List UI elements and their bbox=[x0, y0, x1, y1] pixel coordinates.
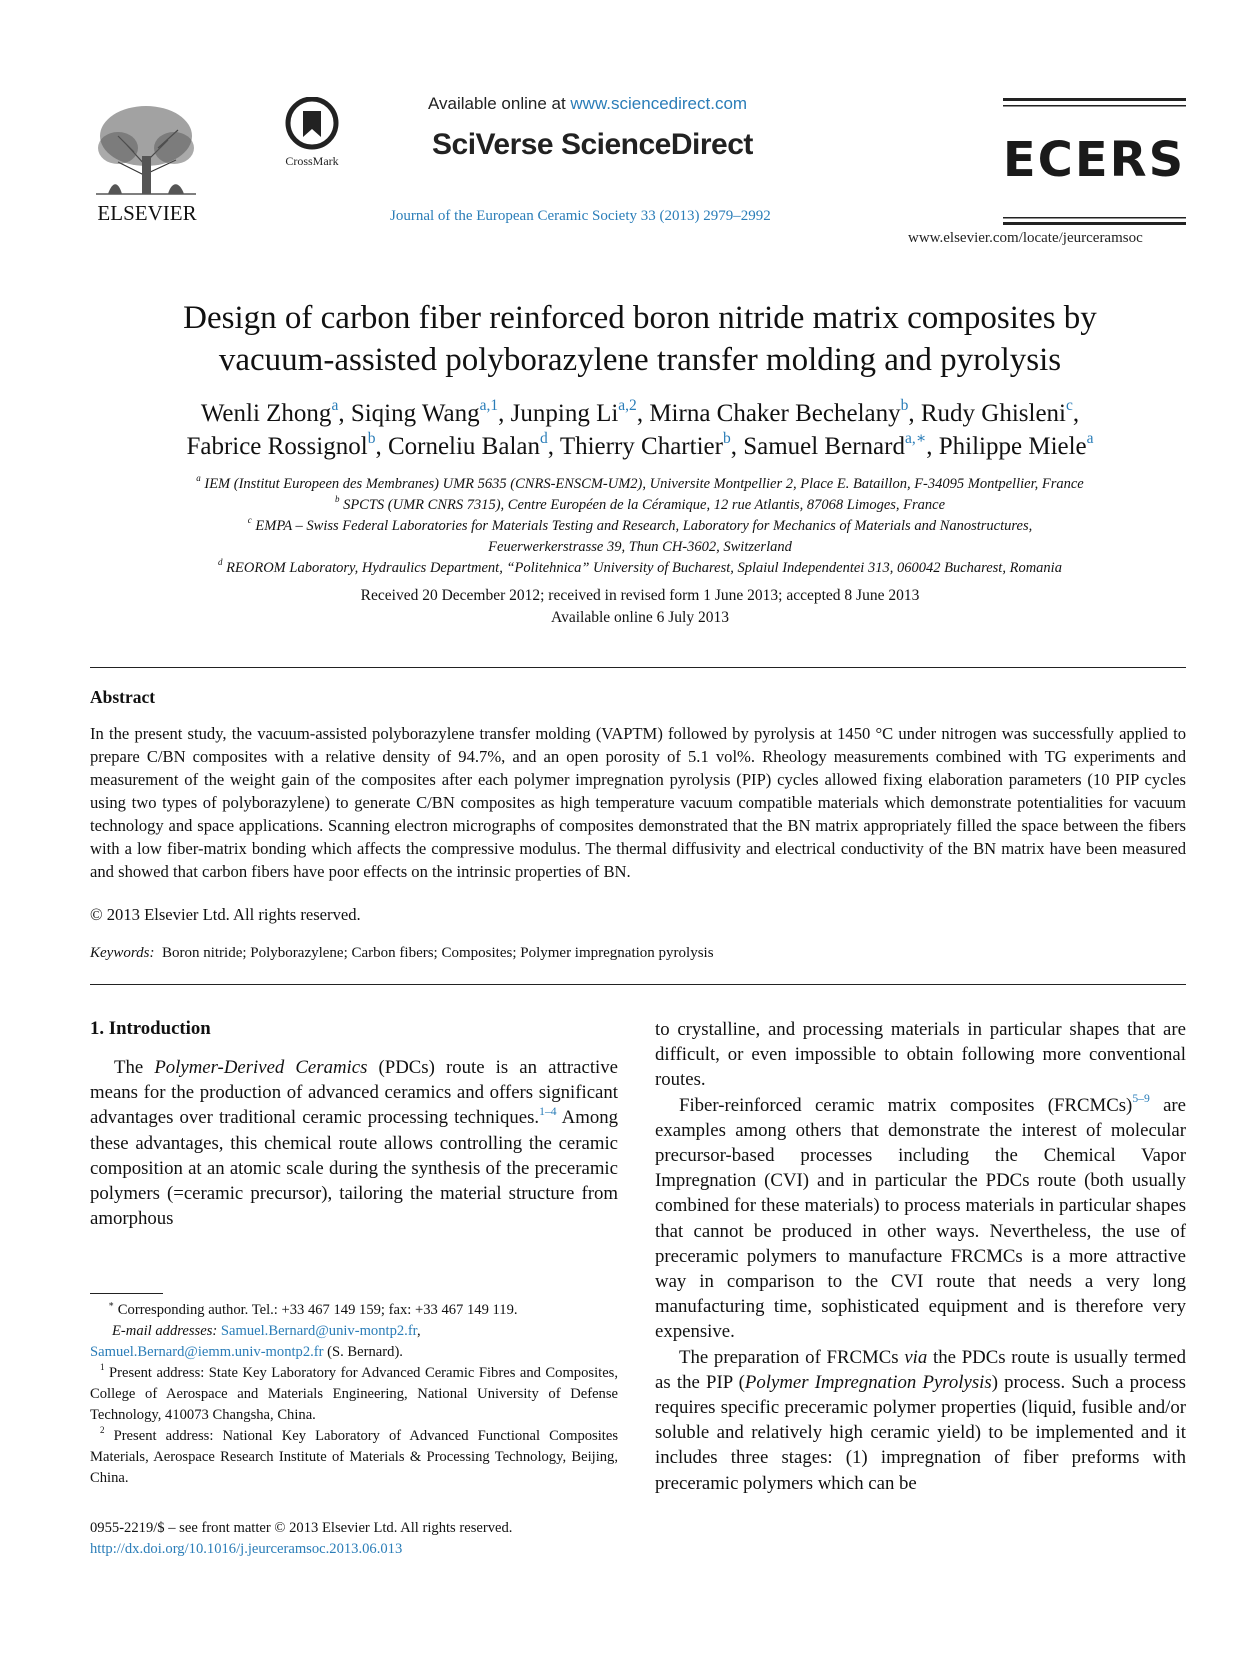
intro-paragraph-continued: to crystalline, and processing materials in particular shapes that are difficult, or even impossible to obtain following more conventional routes. bbox=[655, 1019, 1186, 1091]
right-column bbox=[655, 1017, 1186, 1496]
author-affiliation-mark[interactable]: b bbox=[722, 430, 731, 448]
issn-line: 0955-2219/$ – see front matter © 2013 Elsevier Ltd. All rights reserved. bbox=[90, 1520, 513, 1536]
author-affiliation-mark[interactable]: d bbox=[540, 430, 548, 448]
journal-reference[interactable]: Journal of the European Ceramic Society 33 (2013) 2979–2992 bbox=[390, 208, 771, 224]
author-separator: , bbox=[926, 433, 939, 460]
affiliation bbox=[100, 558, 1180, 579]
author-name: Wenli Zhong bbox=[200, 400, 332, 427]
abstract-text: In the present study, the vacuum-assisted polyborazylene transfer molding (VAPTM) followed by pyrolysis at 1450 °C under nitrogen was successfully applied to prepare C/BN composites with a relative density of 94.7%, and an open porosity of 5.1 vol%. Rheology measurements combined with TG experiments and measurement of the weight gain of the composites after each polymer impregnation pyrolysis (PIP) cycles allowed fixing elaboration parameters (10 PIP cycles using two types of polyborazylene) to generate C/BN composites as high temperature vacuum compatible materials which demonstrate potentialities for vacuum technology and space applications. Scanning electron micrographs of composites demonstrated that the BN matrix appropriately filled the space between the fibers with a low fiber-matrix bonding which affects the compressive modulus. The thermal diffusivity and electrical conductivity of the BN matrix have been measured and showed that carbon fibers have poor effects on the intrinsic properties of BN. bbox=[90, 724, 1186, 881]
received-dates: Received 20 December 2012; received in revised form 1 June 2013; accepted 8 June 2013 bbox=[360, 587, 920, 604]
text-run-italic: via bbox=[904, 1346, 928, 1368]
footnote-text: Present address: State Key Laboratory for Advanced Ceramic Fibres and Composites, College of Aerospace and Materials Engineering, National University of Defense Technology, 410073 Changsha, China. bbox=[90, 1365, 618, 1423]
crossmark-label: CrossMark bbox=[285, 154, 339, 168]
author-name: Mirna Chaker Bechelany bbox=[649, 400, 901, 427]
keywords bbox=[90, 945, 714, 962]
sciencedirect-link[interactable]: www.sciencedirect.com bbox=[570, 94, 748, 113]
author-affiliation-mark[interactable]: c bbox=[1066, 397, 1073, 415]
affiliation-mark: b bbox=[334, 494, 340, 505]
affiliation bbox=[100, 495, 1180, 516]
ecers-logo bbox=[1003, 98, 1186, 226]
abstract-heading: Abstract bbox=[90, 687, 156, 707]
author-name: Corneliu Balan bbox=[387, 433, 540, 460]
footnote-1 bbox=[90, 1363, 618, 1426]
affiliation-mark: a bbox=[196, 473, 201, 484]
text-run: The bbox=[114, 1057, 155, 1078]
author-name: Philippe Miele bbox=[938, 433, 1087, 460]
front-matter bbox=[90, 1518, 512, 1560]
affiliation-text: SPCTS (UMR CNRS 7315), Centre Européen de la Céramique, 12 rue Atlantis, 87068 Limoges, France bbox=[343, 497, 946, 513]
author-separator: , bbox=[908, 400, 921, 427]
author-affiliation-mark[interactable]: a,2 bbox=[618, 397, 637, 415]
footnote-text: Present address: National Key Laboratory of Advanced Functional Composites Materials, Aerospace Research Institute of Materials & Processing Technology, Beijing, China. bbox=[90, 1428, 618, 1486]
text-run-italic: Polymer-Derived Ceramics bbox=[154, 1057, 368, 1078]
doi-link[interactable]: http://dx.doi.org/10.1016/j.jeurceramsoc.2013.06.013 bbox=[90, 1541, 403, 1557]
text-run-italic: Polymer Impregnation Pyrolysis bbox=[744, 1371, 992, 1393]
journal-homepage-url[interactable]: www.elsevier.com/locate/jeurceramsoc bbox=[908, 230, 1143, 246]
author-line-1 bbox=[100, 397, 1180, 430]
author-affiliation-mark[interactable]: a bbox=[331, 397, 339, 415]
available-prefix: Available online at bbox=[428, 94, 571, 113]
footnote-rule bbox=[90, 1293, 163, 1294]
text-run: the PDCs route is usually termed as the PIP ( bbox=[655, 1346, 1186, 1393]
available-online bbox=[428, 94, 747, 114]
article-title bbox=[120, 297, 1160, 381]
crossmark-icon bbox=[280, 97, 344, 169]
author-affiliation-mark[interactable]: b bbox=[367, 430, 376, 448]
text-run: Fiber-reinforced ceramic matrix composites (FRCMCs) bbox=[679, 1094, 1133, 1116]
abstract-top-rule bbox=[90, 667, 1186, 668]
affiliations bbox=[100, 474, 1180, 579]
society-logo-text: ECERS bbox=[1003, 132, 1186, 188]
text-run: ) process. Such a process requires specific preceramic polymer properties (liquid, fusible and/or soluble and relatively high ceramic yield) to be implemented and it includes three stages: (1) impregnation of fiber preforms with preceramic polymers which can be bbox=[655, 1371, 1186, 1494]
left-column bbox=[90, 1055, 618, 1231]
author-affiliation-mark[interactable]: a,∗ bbox=[904, 430, 927, 448]
affiliation-mark: d bbox=[218, 557, 223, 568]
affiliation-text: REOROM Laboratory, Hydraulics Department, “Politehnica” University of Bucharest, Splaiul Independentei 313, 060042 Bucharest, Romania bbox=[226, 560, 1062, 576]
intro-paragraph-3 bbox=[655, 1345, 1186, 1496]
author-name: Junping Li bbox=[510, 400, 619, 427]
text-run: Among these advantages, this chemical route allows controlling the ceramic composition at an atomic scale during the synthesis of the preceramic polymers (=ceramic precursor), tailoring the material structure from amorphous bbox=[90, 1107, 618, 1230]
available-online-date: Available online 6 July 2013 bbox=[551, 609, 729, 626]
affiliation-text: Feuerwerkerstrasse 39, Thun CH-3602, Switzerland bbox=[488, 539, 792, 555]
text-run: The preparation of FRCMCs bbox=[679, 1346, 905, 1368]
email-label: E-mail addresses: bbox=[112, 1323, 221, 1339]
affiliation-text: IEM (Institut Europeen des Membranes) UMR 5635 (CNRS-ENSCM-UM2), Universite Montpellier 2, Place E. Bataillon, F-34095 Montpellier, France bbox=[204, 476, 1084, 492]
author-name: Samuel Bernard bbox=[743, 433, 905, 460]
author-line-2 bbox=[100, 430, 1180, 463]
author-name: Fabrice Rossignol bbox=[186, 433, 368, 460]
affiliation bbox=[100, 474, 1180, 495]
author-name: Thierry Chartier bbox=[559, 433, 723, 460]
abstract-bottom-rule bbox=[90, 984, 1186, 985]
footnotes bbox=[90, 1300, 618, 1489]
elsevier-wordmark: ELSEVIER bbox=[97, 201, 197, 225]
platform-name: SciVerse ScienceDirect bbox=[432, 128, 753, 161]
crossmark-badge[interactable] bbox=[280, 97, 344, 169]
email-owner: (S. Bernard). bbox=[323, 1344, 403, 1360]
citation-link[interactable]: 1–4 bbox=[539, 1104, 557, 1118]
footnote-2 bbox=[90, 1426, 618, 1489]
title-line-1: Design of carbon fiber reinforced boron nitride matrix composites by bbox=[183, 300, 1097, 336]
article-dates bbox=[100, 585, 1180, 629]
email-link[interactable]: Samuel.Bernard@iemm.univ-montp2.fr bbox=[90, 1344, 324, 1360]
author-name: Siqing Wang bbox=[350, 400, 480, 427]
footnote-mark: 2 bbox=[100, 1425, 105, 1436]
author-separator: , bbox=[1072, 400, 1080, 427]
footnote-corresponding bbox=[90, 1300, 618, 1321]
footnote-emails bbox=[90, 1321, 618, 1363]
abstract-copyright: © 2013 Elsevier Ltd. All rights reserved. bbox=[90, 905, 361, 924]
section-heading-introduction: 1. Introduction bbox=[90, 1018, 211, 1039]
author-separator: , bbox=[375, 433, 388, 460]
author-separator: , bbox=[498, 400, 511, 427]
footnote-mark: 1 bbox=[100, 1362, 105, 1373]
ecers-icon bbox=[1003, 98, 1186, 226]
affiliation-mark: c bbox=[247, 515, 252, 526]
author-affiliation-mark[interactable]: a bbox=[1086, 430, 1094, 448]
intro-paragraph-2 bbox=[655, 1093, 1186, 1345]
author-separator: , bbox=[338, 400, 351, 427]
footnote-text: Corresponding author. Tel.: +33 467 149 159; fax: +33 467 149 119. bbox=[114, 1302, 518, 1318]
affiliation-text: EMPA – Swiss Federal Laboratories for Materials Testing and Research, Laboratory for Mechanics of Materials and Nanostructures, bbox=[255, 518, 1033, 534]
text-run: (PDCs) route is an attractive means for the production of advanced ceramics and offers significant advantages over traditional ceramic processing techniques. bbox=[90, 1057, 618, 1129]
affiliation bbox=[100, 537, 1180, 558]
intro-paragraph-1 bbox=[90, 1055, 618, 1231]
citation-link[interactable]: 5–9 bbox=[1132, 1092, 1150, 1106]
keywords-label: Keywords: bbox=[90, 945, 155, 961]
affiliation bbox=[100, 516, 1180, 537]
title-line-2: vacuum-assisted polyborazylene transfer molding and pyrolysis bbox=[218, 342, 1062, 378]
author-separator: , bbox=[547, 433, 560, 460]
keywords-list: Boron nitride; Polyborazylene; Carbon fibers; Composites; Polymer impregnation pyrolysis bbox=[161, 945, 714, 961]
author-affiliation-mark[interactable]: b bbox=[900, 397, 909, 415]
author-affiliation-mark[interactable]: a,1 bbox=[479, 397, 499, 415]
author-name: Rudy Ghisleni bbox=[920, 400, 1067, 427]
author-separator: , bbox=[730, 433, 744, 460]
footnote-mark: ∗ bbox=[108, 1299, 115, 1310]
email-separator: , bbox=[416, 1323, 421, 1339]
author-list bbox=[100, 397, 1180, 463]
text-run: are examples among others that demonstrate the interest of molecular precursor-based processes including the Chemical Vapor Impregnation (CVI) and in particular the PDCs route (both usually combined for these materials) to process materials in particular shapes that cannot be produced in other ways. Nevertheless, the use of preceramic polymers to manufacture FRCMCs is a more attractive way in comparison to the CVI route that needs a very long manufacturing time, sophisticated equipment and is therefore very expensive. bbox=[655, 1094, 1187, 1343]
email-link[interactable]: Samuel.Bernard@univ-montp2.fr bbox=[220, 1323, 417, 1339]
author-separator: , bbox=[636, 400, 650, 427]
elsevier-tree-icon bbox=[88, 96, 206, 226]
elsevier-logo bbox=[88, 96, 206, 226]
